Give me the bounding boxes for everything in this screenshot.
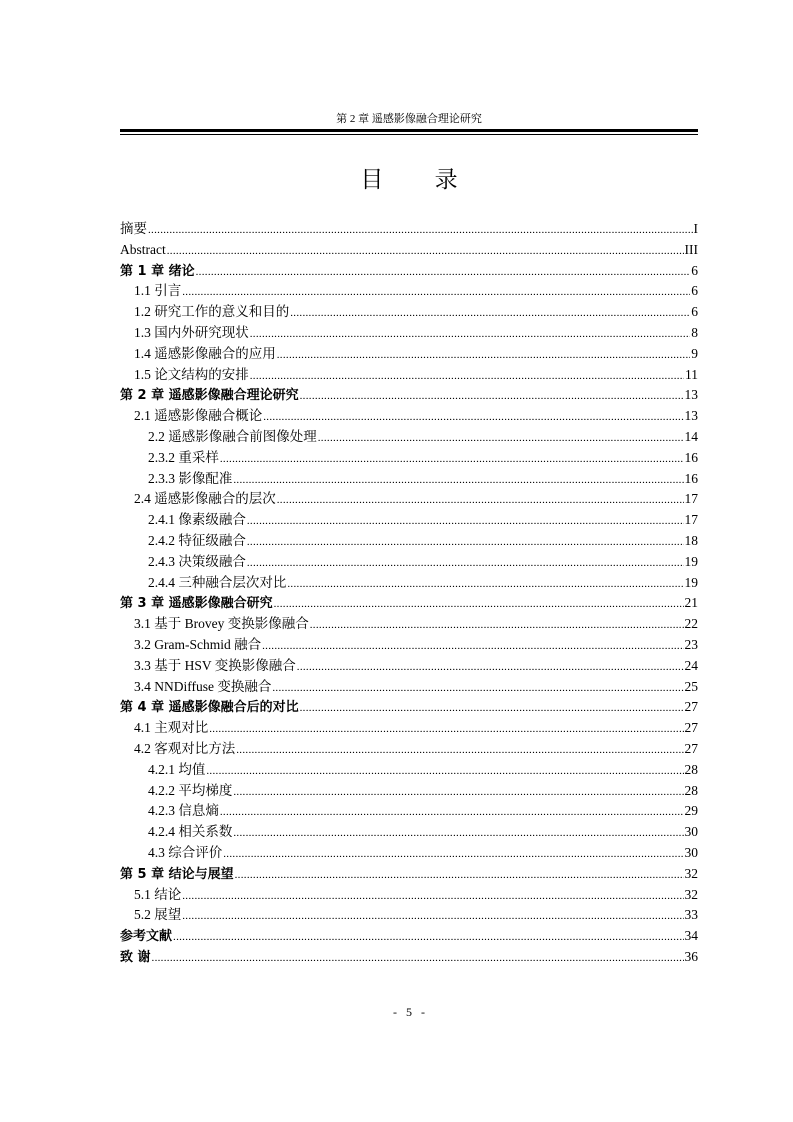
toc-entry-title: 3.2 Gram-Schmid 融合 xyxy=(134,636,262,652)
toc-entry-page: 22 xyxy=(684,616,698,632)
toc-leader-dots xyxy=(220,449,684,470)
toc-entry-page: 25 xyxy=(684,678,698,694)
toc-entry-title: 2.4.2 特征级融合 xyxy=(148,532,246,548)
toc-leader-dots xyxy=(287,574,683,595)
toc-entry-page: 6 xyxy=(691,283,698,299)
toc-entry-page: 6 xyxy=(691,262,698,278)
toc-entry[interactable] xyxy=(120,573,698,594)
toc-entry[interactable] xyxy=(120,323,698,344)
toc-title: 目 录 xyxy=(360,167,480,193)
toc-leader-dots xyxy=(300,698,684,719)
toc-entry[interactable] xyxy=(120,760,698,781)
toc-leader-dots xyxy=(182,886,683,907)
toc-entry[interactable] xyxy=(120,365,698,386)
toc-leader-dots xyxy=(263,407,683,428)
toc-entry-page: 16 xyxy=(684,470,698,486)
toc-entry[interactable] xyxy=(120,718,698,739)
toc-entry-page: 24 xyxy=(684,657,698,673)
toc-entry-page: 32 xyxy=(684,865,698,881)
toc-entry-title: 1.3 国内外研究现状 xyxy=(134,324,249,340)
toc-entry-page: 34 xyxy=(684,928,698,944)
running-header: 第 2 章 遥感影像融合理论研究 xyxy=(336,113,482,125)
toc-entry[interactable] xyxy=(120,240,698,261)
toc-entry[interactable] xyxy=(120,656,698,677)
toc-entry-page: 28 xyxy=(684,782,698,798)
toc-entry-title: 2.1 遥感影像融合概论 xyxy=(134,408,263,424)
toc-leader-dots xyxy=(272,678,683,699)
toc-entry[interactable] xyxy=(120,302,698,323)
toc-entry-title: 4.2.3 信息熵 xyxy=(148,803,219,819)
toc-entry-page: 27 xyxy=(684,740,698,756)
toc-entry-title: 4.3 综合评价 xyxy=(148,844,223,860)
toc-entry[interactable] xyxy=(120,281,698,302)
toc-entry[interactable] xyxy=(120,947,698,968)
toc-entry[interactable] xyxy=(120,781,698,802)
toc-entry-title: 致 谢 xyxy=(120,949,151,965)
toc-leader-dots xyxy=(206,761,683,782)
toc-entry[interactable] xyxy=(120,864,698,885)
toc-leader-dots xyxy=(182,906,683,927)
toc-entry[interactable] xyxy=(120,677,698,698)
toc-entry-page: 16 xyxy=(684,449,698,465)
toc-leader-dots xyxy=(247,553,684,574)
toc-entry-title: 4.2.1 均值 xyxy=(148,761,206,777)
toc-entry-page: 36 xyxy=(684,948,698,964)
toc-entry-page: 6 xyxy=(691,304,698,320)
toc-entry-title: 2.3.3 影像配准 xyxy=(148,470,233,486)
toc-entry-page: 27 xyxy=(684,699,698,715)
toc-entry-page: 13 xyxy=(684,408,698,424)
toc-entry-title: 第 5 章 结论与展望 xyxy=(120,866,234,882)
toc-entry-page: 33 xyxy=(684,907,698,923)
toc-entry-page: 19 xyxy=(684,574,698,590)
toc-leader-dots xyxy=(250,366,684,387)
toc-leader-dots xyxy=(235,865,684,886)
toc-entry-page: III xyxy=(684,241,698,257)
toc-entry-page: 13 xyxy=(684,387,698,403)
toc-leader-dots xyxy=(318,428,684,449)
toc-entry-title: 5.1 结论 xyxy=(134,886,182,902)
toc-leader-dots xyxy=(196,262,691,283)
toc-entry[interactable] xyxy=(120,448,698,469)
toc-entry[interactable] xyxy=(120,739,698,760)
toc-entry[interactable] xyxy=(120,822,698,843)
toc-entry-page: 29 xyxy=(684,803,698,819)
toc-leader-dots xyxy=(297,657,684,678)
toc-entry-title: 2.4 遥感影像融合的层次 xyxy=(134,491,276,507)
toc-entry[interactable] xyxy=(120,926,698,947)
header-rule-thin xyxy=(120,134,698,135)
toc-leader-dots xyxy=(310,615,684,636)
toc-entry[interactable] xyxy=(120,469,698,490)
toc-entry-title: 第 1 章 绪论 xyxy=(120,263,195,279)
toc-entry-title: 3.3 基于 HSV 变换影像融合 xyxy=(134,657,296,673)
toc-entry[interactable] xyxy=(120,843,698,864)
toc-entry-page: 17 xyxy=(684,512,698,528)
toc-entry-title: 1.4 遥感影像融合的应用 xyxy=(134,345,276,361)
toc-entry[interactable] xyxy=(120,552,698,573)
toc-entry-title: 2.4.3 决策级融合 xyxy=(148,553,246,569)
toc-entry-title: 4.2.2 平均梯度 xyxy=(148,782,233,798)
toc-entry-page: 14 xyxy=(684,428,698,444)
toc-entry[interactable] xyxy=(120,635,698,656)
toc-entry[interactable] xyxy=(120,261,698,282)
toc-leader-dots xyxy=(250,324,691,345)
toc-leader-dots xyxy=(148,220,693,241)
toc-entry-title: 3.1 基于 Brovey 变换影像融合 xyxy=(134,616,309,632)
header-rule-thick xyxy=(120,129,698,132)
toc-entry-page: 17 xyxy=(684,491,698,507)
toc-entry-title: 2.3.2 重采样 xyxy=(148,449,219,465)
toc-entry[interactable] xyxy=(120,219,698,240)
toc-entry[interactable] xyxy=(120,801,698,822)
toc-leader-dots xyxy=(152,948,684,969)
toc-entry-page: 30 xyxy=(684,824,698,840)
toc-leader-dots xyxy=(167,241,684,262)
toc-entry-title: 4.1 主观对比 xyxy=(134,720,209,736)
toc-entry-title: 第 4 章 遥感影像融合后的对比 xyxy=(120,700,299,716)
toc-entry-title: 2.4.1 像素级融合 xyxy=(148,512,246,528)
toc-entry-page: 19 xyxy=(684,553,698,569)
toc-entry[interactable] xyxy=(120,614,698,635)
toc-leader-dots xyxy=(209,719,683,740)
toc-entry[interactable] xyxy=(120,489,698,510)
toc-entry-title: 参考文献 xyxy=(120,929,173,945)
toc-entry-title: 4.2 客观对比方法 xyxy=(134,740,236,756)
toc-entry-title: 摘要 xyxy=(120,221,147,236)
toc-entry[interactable] xyxy=(120,593,698,614)
toc-entry-title: 1.5 论文结构的安排 xyxy=(134,366,249,382)
toc-leader-dots xyxy=(277,345,691,366)
toc-leader-dots xyxy=(300,386,684,407)
toc-entry[interactable] xyxy=(120,531,698,552)
toc-leader-dots xyxy=(223,844,683,865)
toc-entry-page: 30 xyxy=(684,844,698,860)
toc-entry-page: 23 xyxy=(684,636,698,652)
toc-leader-dots xyxy=(233,782,683,803)
toc-leader-dots xyxy=(233,823,683,844)
toc-leader-dots xyxy=(247,511,684,532)
toc-entry-page: 8 xyxy=(691,324,698,340)
toc-leader-dots xyxy=(182,282,690,303)
toc-leader-dots xyxy=(220,802,684,823)
toc-entry-page: 32 xyxy=(684,886,698,902)
toc-leader-dots xyxy=(236,740,683,761)
table-of-contents xyxy=(120,219,698,968)
toc-entry[interactable] xyxy=(120,905,698,926)
toc-entry[interactable] xyxy=(120,510,698,531)
toc-entry-title: 5.2 展望 xyxy=(134,907,182,923)
toc-entry-page: 28 xyxy=(684,761,698,777)
toc-entry-title: 1.2 研究工作的意义和目的 xyxy=(134,304,290,320)
toc-entry-title: Abstract xyxy=(120,241,166,257)
toc-entry-title: 2.4.4 三种融合层次对比 xyxy=(148,574,287,590)
toc-entry-page: 21 xyxy=(684,595,698,611)
toc-entry-title: 第 2 章 遥感影像融合理论研究 xyxy=(120,388,299,404)
toc-entry-title: 第 3 章 遥感影像融合研究 xyxy=(120,596,273,612)
toc-leader-dots xyxy=(173,927,683,948)
toc-leader-dots xyxy=(274,594,684,615)
toc-entry-page: 27 xyxy=(684,720,698,736)
toc-leader-dots xyxy=(277,490,684,511)
toc-leader-dots xyxy=(290,303,690,324)
toc-entry-page: 18 xyxy=(684,532,698,548)
toc-entry-page: I xyxy=(693,221,698,236)
toc-entry[interactable] xyxy=(120,697,698,718)
toc-entry-title: 4.2.4 相关系数 xyxy=(148,824,233,840)
toc-leader-dots xyxy=(262,636,683,657)
toc-entry-title: 1.1 引言 xyxy=(134,283,182,299)
page-number: - 5 - xyxy=(393,1005,425,1019)
toc-leader-dots xyxy=(233,470,683,491)
toc-entry[interactable] xyxy=(120,885,698,906)
toc-entry-title: 2.2 遥感影像融合前图像处理 xyxy=(148,428,317,444)
toc-entry[interactable] xyxy=(120,406,698,427)
toc-entry-title: 3.4 NNDiffuse 变换融合 xyxy=(134,678,272,694)
toc-entry[interactable] xyxy=(120,427,698,448)
toc-entry-page: 9 xyxy=(691,345,698,361)
toc-entry[interactable] xyxy=(120,385,698,406)
toc-leader-dots xyxy=(247,532,684,553)
toc-entry[interactable] xyxy=(120,344,698,365)
toc-entry-page: 11 xyxy=(685,366,698,382)
